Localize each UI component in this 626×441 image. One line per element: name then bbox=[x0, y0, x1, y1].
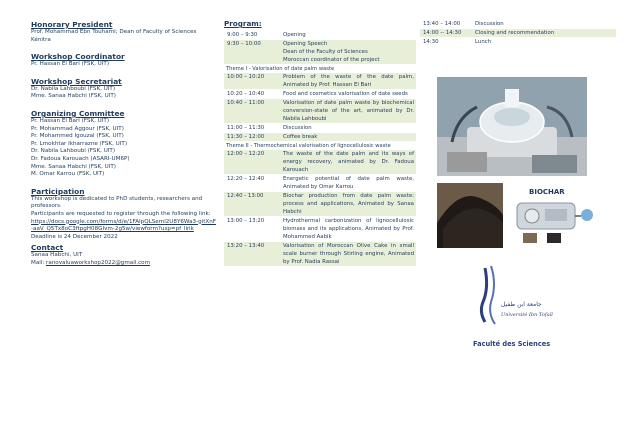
deadline: Deadline is 24 December 2022 bbox=[31, 233, 118, 240]
program-row bbox=[224, 40, 416, 65]
secretariat-member: Mme. Sanaa Habchi (FSK, UIT) bbox=[31, 93, 116, 100]
honorary-president: Prof. Mohammad Ebn Touhami; Dean of Faculty of Sciences Kénitra bbox=[31, 29, 197, 43]
program-theme: Theme II - Thermochemical valorisation of lignocellulosic waste bbox=[226, 143, 391, 149]
program-row bbox=[224, 217, 416, 242]
program-time: 14:30 bbox=[423, 39, 439, 45]
program-description: Hydrothermal carbonization of lignocellulosic biomass and its applications, Animated by Prof. Mohammed Aabik bbox=[283, 218, 414, 240]
faculty-logo bbox=[471, 262, 553, 350]
program-description: Lunch bbox=[475, 39, 492, 45]
secretariat-heading: Workshop Secretariat bbox=[31, 76, 122, 86]
participation-heading: Participation bbox=[31, 186, 85, 196]
program-description: Valorisation of Moroccan Olive Cake in small scale burner through Stirling engine, Animated by Prof. Nadia Rassai bbox=[283, 243, 414, 265]
contact-name: Sanaa Habchi, UIT bbox=[31, 252, 83, 259]
logo-university: Université Ibn Tofaïl bbox=[501, 312, 553, 318]
program-row bbox=[224, 242, 416, 267]
program-time: 9:30 – 10:00 bbox=[227, 41, 261, 47]
organizing-member: Pr. Mohammad Aggour (FSK, UIT) bbox=[31, 125, 124, 132]
participation-register: Participants are requested to register through the following link: bbox=[31, 210, 211, 217]
program-row bbox=[224, 133, 416, 142]
contact-heading: Contact bbox=[31, 243, 64, 253]
committee-column bbox=[31, 20, 216, 267]
program-row bbox=[420, 29, 616, 38]
organizing-member: M. Omar Karrou (FSK, UIT) bbox=[31, 171, 105, 178]
program-time: 12:00 – 12:20 bbox=[227, 151, 265, 157]
logo-faculty: Faculté des Sciences bbox=[473, 340, 551, 348]
coordinator-heading: Workshop Coordinator bbox=[31, 52, 125, 62]
program-heading: Program: bbox=[224, 19, 262, 28]
program-row bbox=[224, 175, 416, 192]
secretariat-member: Dr. Nabila Lahboubi (FSK, UIT) bbox=[31, 85, 116, 92]
program-description: Energetic potential of date palm waste, Animated by Omar Karrou bbox=[283, 176, 414, 190]
program-row bbox=[420, 20, 616, 29]
program-description: Opening bbox=[283, 32, 306, 38]
program-time: 12:20 – 12:40 bbox=[227, 176, 265, 182]
organizing-member: Dr. Fadoua Karouach (ASARI-UM6P) bbox=[31, 155, 130, 162]
biochar-label: BIOCHAR bbox=[529, 188, 565, 196]
program-time: 13:40 – 14:00 bbox=[423, 21, 461, 27]
program-time: 11:00 – 11:30 bbox=[227, 125, 265, 131]
organizing-heading: Organizing Committee bbox=[31, 108, 125, 118]
program-description: Coffee break bbox=[283, 134, 318, 140]
program-row bbox=[224, 90, 416, 99]
contact-mail-row bbox=[31, 260, 216, 268]
program-row bbox=[224, 124, 416, 133]
program-table-continued bbox=[420, 20, 616, 47]
program-description: The waste of the date palm and its ways of energy recovery, animated by Dr. Fadoua Karouach bbox=[283, 151, 414, 173]
program-description: Closing and recommendation bbox=[475, 30, 555, 36]
contact-mail-link[interactable]: ranovaluaworkshop2022@gmail.com bbox=[46, 259, 151, 266]
program-time: 11:30 – 12:00 bbox=[227, 134, 265, 140]
organizing-member: Pr. Hassan El Bari (FSK, UIT) bbox=[31, 117, 110, 124]
program-time: 10:20 – 10:40 bbox=[227, 91, 265, 97]
program-time: 10:40 – 11:00 bbox=[227, 100, 265, 106]
organizing-member: Pr. Mohammed Igouzal (FSK, UIT) bbox=[31, 133, 124, 140]
program-description: Problem of the waste of the date palm, Animated by Prof. Hassan El Bari bbox=[283, 74, 414, 88]
program-description: Discussion bbox=[475, 21, 504, 27]
program-description: Food and cosmetics valorisation of date seeds bbox=[283, 91, 408, 97]
program-description: Opening Speech Dean of the Faculty of Sciences Moroccan coordinator of the project bbox=[283, 41, 380, 63]
program-table bbox=[224, 31, 416, 267]
program-row bbox=[420, 38, 616, 47]
biochar-image bbox=[437, 183, 601, 248]
organizing-member: Pr. Lmokhtar Ikharrazne (FSK, UIT) bbox=[31, 140, 127, 147]
lab-equipment-photo bbox=[437, 77, 587, 176]
program-row bbox=[224, 73, 416, 90]
program-row bbox=[224, 192, 416, 217]
program-description: Discussion bbox=[283, 125, 312, 131]
organizing-member: Mme. Sanaa Habchi (FSK, UIT) bbox=[31, 163, 116, 170]
program-description: Biochar production from date palm waste: process and applications, Animated by Sanaa Habchi bbox=[283, 193, 414, 215]
program-row bbox=[224, 150, 416, 175]
program-row bbox=[224, 31, 416, 40]
program-time: 12:40 - 13:00 bbox=[227, 193, 264, 199]
honorary-president-heading: Honorary President bbox=[31, 20, 113, 29]
program-row bbox=[224, 99, 416, 124]
organizing-member: Dr. Nabila Lahboubi (FSK, UIT) bbox=[31, 148, 116, 155]
program-description: Valorisation of date palm waste by biochemical conversion-state of the art, animated by Dr. Nabila Lahboubi bbox=[283, 100, 414, 122]
logo-arabic: جامعة ابن طفيل bbox=[501, 301, 542, 308]
participation-text: This workshop is dedicated to PhD students, researchers and professors. bbox=[31, 195, 203, 210]
program-column bbox=[224, 20, 416, 267]
program-time: 10:00 – 10:20 bbox=[227, 74, 265, 80]
program-time: 14:00 -- 14:30 bbox=[423, 30, 462, 36]
program-time: 13:20 – 13:40 bbox=[227, 243, 265, 249]
registration-link[interactable]: https://docs.google.com/forms/d/e/1FAIpQLSeml2U8Y6Wa3-gitXnF-aaV_Q5Tx8oC3ftpgH08GIvm-2g5w/viewform?usp=pf_link bbox=[31, 218, 217, 233]
program-time: 13:00 – 13:20 bbox=[227, 218, 265, 224]
program-theme: Theme I - Valorisation of date palm waste bbox=[226, 66, 335, 72]
program-continued bbox=[420, 20, 616, 47]
coordinator: Pr. Hassan El Bari (FSK, UIT) bbox=[31, 61, 110, 68]
contact-mail-label: Mail: bbox=[31, 259, 45, 266]
program-time: 9:00 – 9:30 bbox=[227, 32, 258, 38]
